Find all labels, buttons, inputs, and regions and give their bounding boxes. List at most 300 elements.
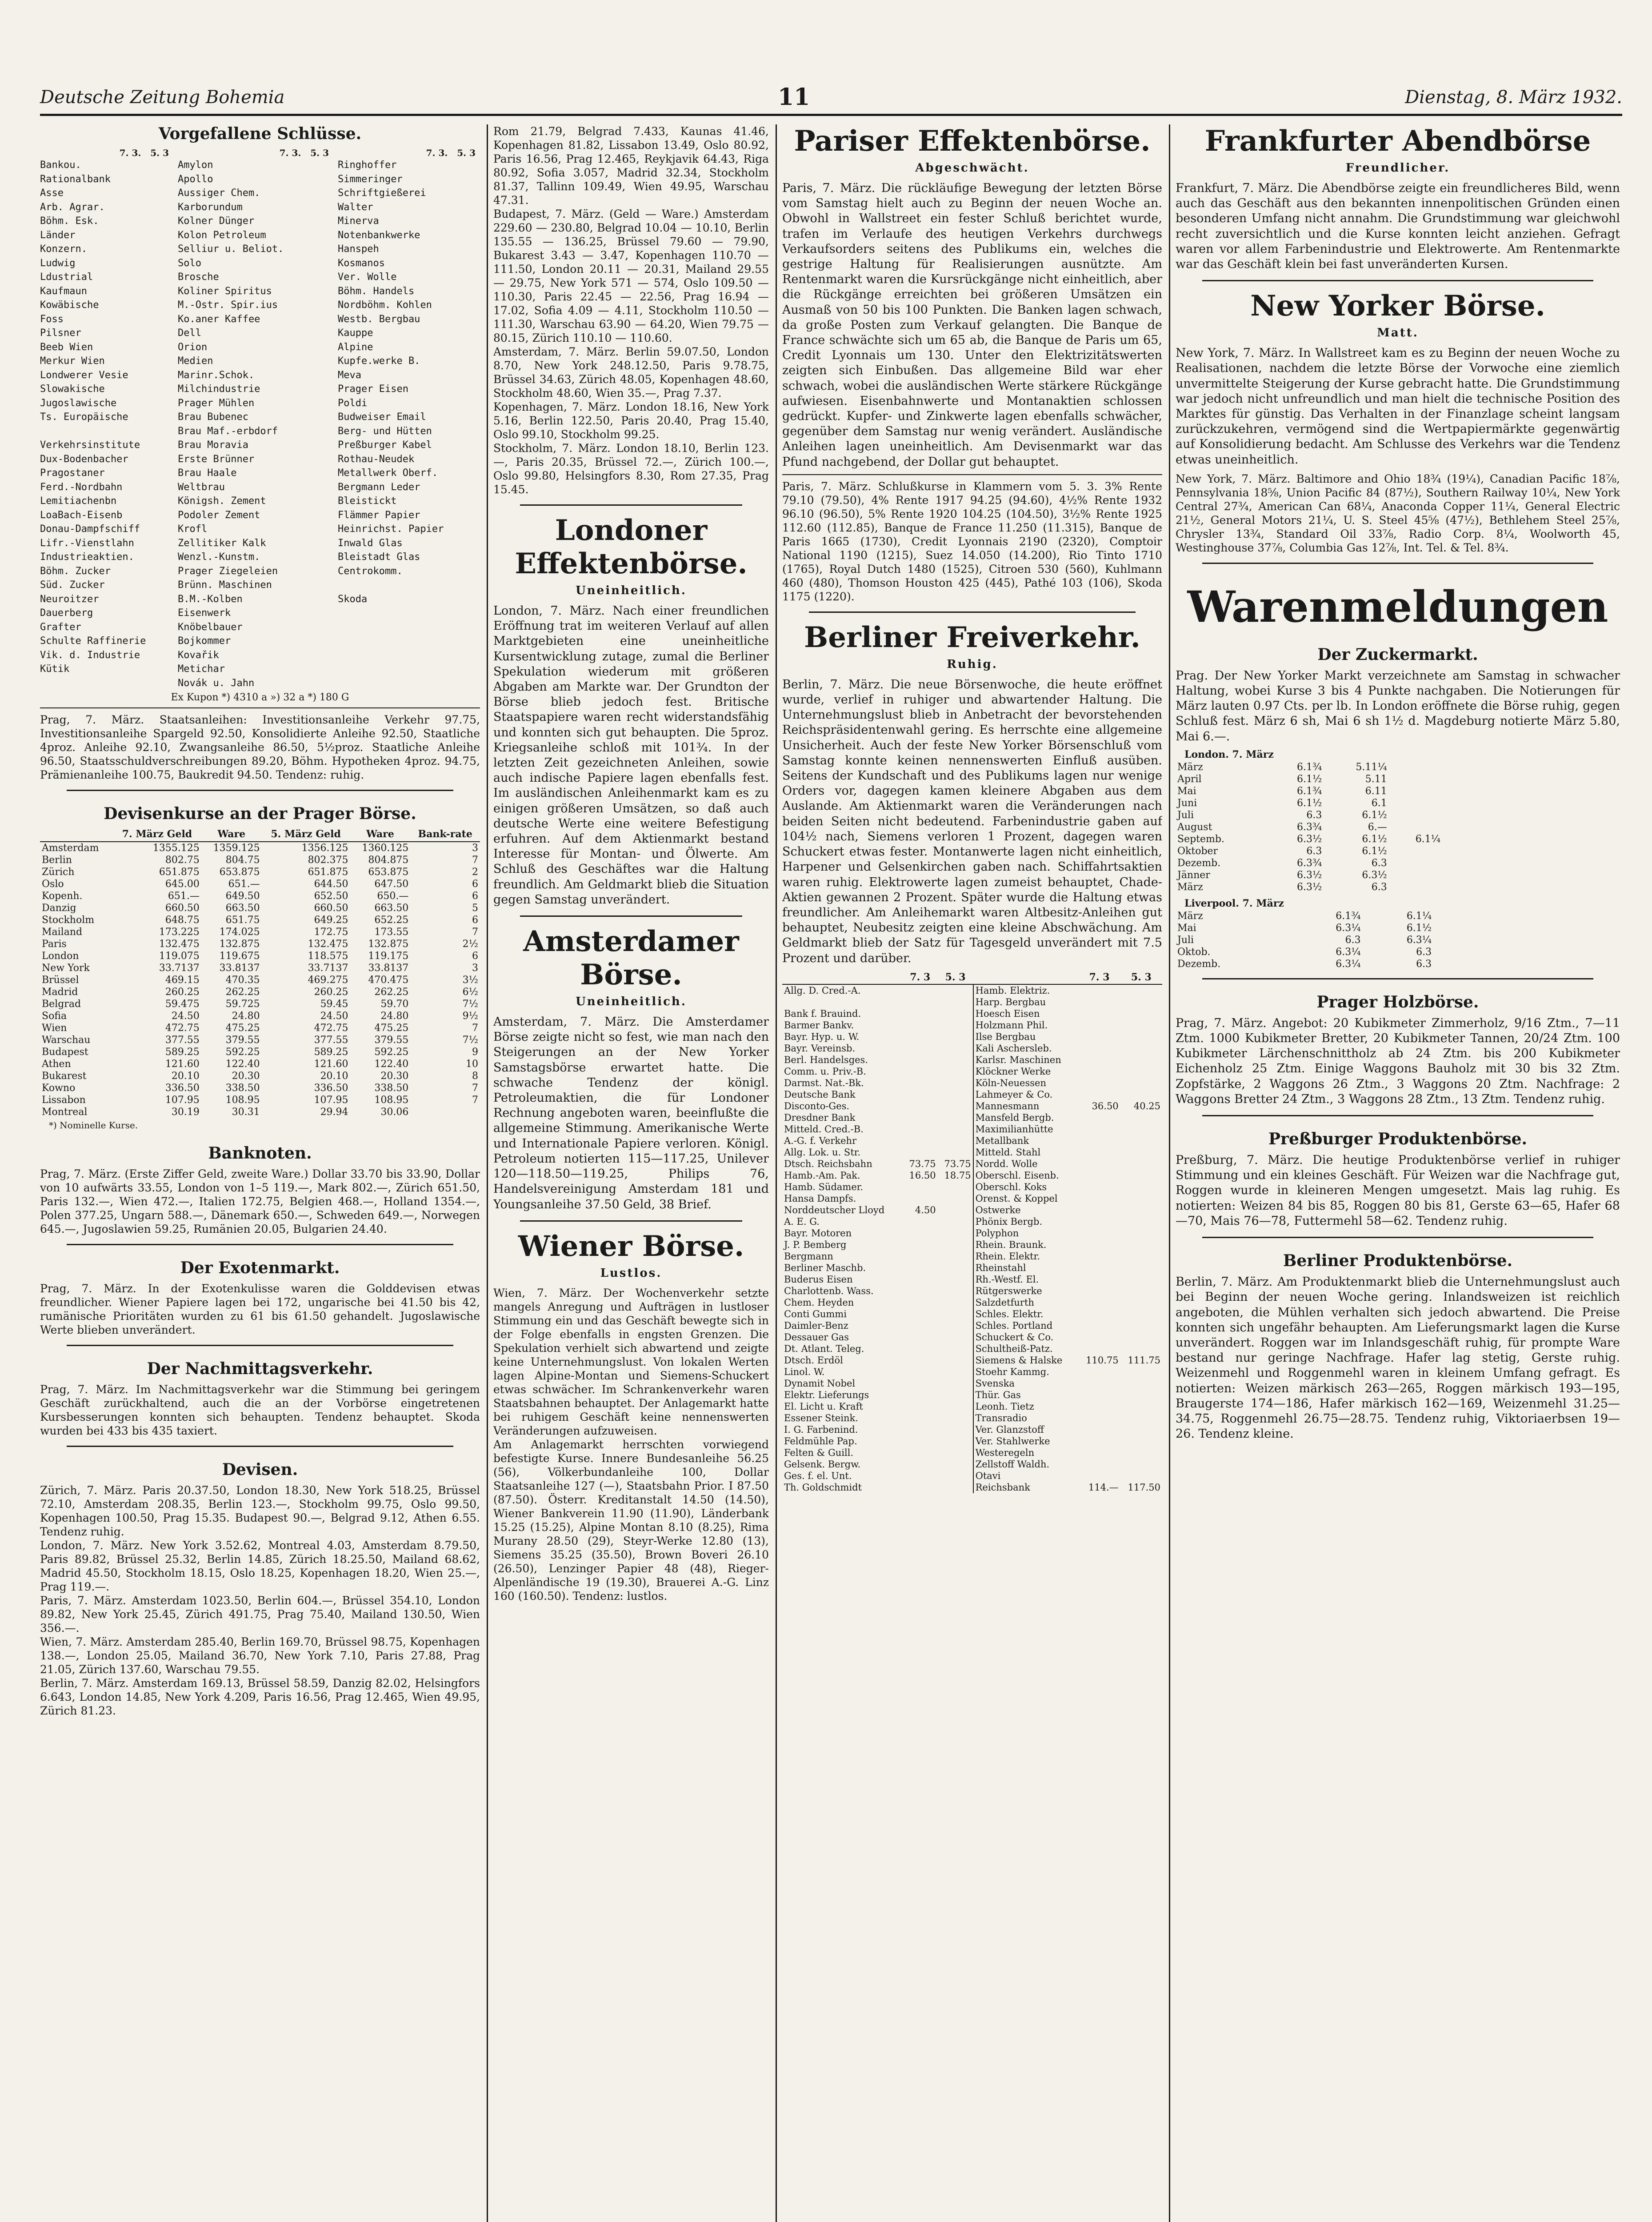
table-row xyxy=(782,1482,1162,1493)
table-cell: A. E. G. xyxy=(784,1216,820,1227)
table-row xyxy=(782,1054,1162,1066)
table-cell xyxy=(1078,1158,1120,1170)
section-title-berlin-produkten: Berliner Produktenbörse. xyxy=(1283,1251,1513,1271)
table-cell xyxy=(938,1285,973,1297)
table-cell: 6.3¾ xyxy=(1297,857,1322,869)
table-cell: London xyxy=(42,951,79,962)
table-cell: Oktober xyxy=(1177,845,1218,857)
table-cell xyxy=(1078,1343,1120,1355)
table-header-cell: Ware xyxy=(201,827,262,842)
table-cell xyxy=(1120,1204,1162,1216)
table-cell xyxy=(903,984,938,996)
table-row xyxy=(782,1355,1162,1366)
table-cell xyxy=(1433,958,1442,970)
table-cell: 6 xyxy=(472,879,478,890)
section-title-banknoten: Banknoten. xyxy=(208,1144,312,1163)
table-cell: Montreal xyxy=(42,1107,88,1118)
table-cell: Ostwerke xyxy=(973,1204,1079,1216)
table-cell xyxy=(903,1482,938,1493)
table-cell: 7 xyxy=(472,1023,478,1034)
table-cell: Bergmann xyxy=(784,1251,833,1262)
table-cell xyxy=(1120,1170,1162,1181)
table-cell: Mai xyxy=(1177,785,1196,797)
table-cell xyxy=(938,1239,973,1251)
table-cell xyxy=(1078,1135,1120,1147)
table-cell: Berliner Maschb. xyxy=(784,1262,866,1273)
newyork-kurse: New York, 7. März. Baltimore and Ohio 18¾ (19¼), Canadian Pacific 18⅞, Pennsylvania 18⅝, Union Pacific 84 (87½), Southern Railway 10¼, New York Central 27¾, American Can 68¼, Anaconda Copper 11¼, General Electric 21½, General Motors 21¼, U. S. Steel 45⅝ (47½), Bethlehem Steel 25⅞, Chrysler 13¾, Standard Oil 33⅞, Radio Corp. 8¼, Woolworth 45, Westinghouse 37⅞, Columbia Gas 12⅞, Int. Tel. & Tel. 8¾. xyxy=(1176,472,1620,554)
section-title-paris: Pariser Effektenbörse. xyxy=(794,124,1151,158)
table-cell xyxy=(1120,1285,1162,1297)
table-cell xyxy=(1078,1378,1120,1389)
table-cell: Ver. Glanzstoff xyxy=(973,1424,1079,1435)
table-cell xyxy=(1120,1181,1162,1193)
table-cell: Rhein. Elektr. xyxy=(973,1251,1079,1262)
table-cell xyxy=(1078,1401,1120,1412)
table-cell xyxy=(938,1066,973,1077)
table-cell: 3 xyxy=(472,843,478,854)
table-cell: 649.50 xyxy=(225,891,260,902)
table-cell xyxy=(1433,910,1442,922)
table-cell: Oberschl. Eisenb. xyxy=(973,1170,1079,1181)
table-cell xyxy=(938,1227,973,1239)
table-cell: Dt. Atlant. Teleg. xyxy=(784,1343,864,1354)
table-cell: 6.1¼ xyxy=(1415,833,1440,845)
table-cell xyxy=(1078,1019,1120,1031)
table-cell xyxy=(1078,1089,1120,1100)
table-row xyxy=(40,890,480,902)
table-cell: August xyxy=(1177,821,1212,833)
table-cell: 6.3½ xyxy=(1297,869,1322,881)
table-row xyxy=(1176,910,1442,922)
table-cell xyxy=(1120,1343,1162,1355)
table-row xyxy=(1176,773,1442,785)
table-cell xyxy=(1078,1285,1120,1297)
table-cell xyxy=(903,1227,938,1239)
table-cell xyxy=(938,1043,973,1054)
table-cell: Lissabon xyxy=(42,1095,86,1106)
table-cell xyxy=(1433,922,1442,934)
table-cell xyxy=(903,1147,938,1158)
table-row xyxy=(782,1008,1162,1019)
table-cell: Bank f. Brauind. xyxy=(784,1008,861,1019)
table-cell xyxy=(1078,1331,1120,1343)
table-cell: 40.25 xyxy=(1133,1100,1160,1111)
table-cell xyxy=(1078,1170,1120,1181)
table-cell xyxy=(1389,845,1442,857)
table-cell: Deutsche Bank xyxy=(784,1089,856,1100)
table-cell: Juni xyxy=(1177,797,1197,809)
table-cell xyxy=(938,1112,973,1123)
table-header-cell: 5. 3 xyxy=(938,971,973,984)
table-cell: Kopenh. xyxy=(42,891,83,902)
table-cell: 6.1½ xyxy=(1297,797,1322,809)
table-cell: Dtsch. Erdöl xyxy=(784,1355,843,1366)
table-cell: Felten & Guill. xyxy=(784,1447,854,1458)
table-cell xyxy=(1078,1251,1120,1262)
table-cell: Transradio xyxy=(973,1412,1079,1424)
table-cell: Warschau xyxy=(42,1035,91,1046)
table-cell: 6.3 xyxy=(1371,857,1387,869)
table-cell xyxy=(1120,1470,1162,1482)
freiverkehr-table xyxy=(782,971,1162,1493)
table-cell xyxy=(938,1262,973,1274)
table-cell xyxy=(938,996,973,1008)
table-cell: Septemb. xyxy=(1177,833,1224,845)
table-cell xyxy=(1078,1216,1120,1227)
table-cell xyxy=(1120,1378,1162,1389)
devisen-text: Zürich, 7. März. Paris 20.37.50, London 18.30, New York 518.25, Brüssel 72.10, Amsterdam 208.35, Berlin 123.—, Stockholm 99.75, Oslo 99.50, Kopenhagen 100.50, Prag 15.35. Budapest 90.—, Belgrad 9.12, Athen 6.55. Tendenz ruhig. London, 7. März. New York 3.52.62, Montreal 4.03, Amsterdam 8.79.50, Paris 89.82, Brüssel 25.32, Berlin 14.85, Zürich 18.25.50, Mailand 68.62, Madrid 45.50, Stockholm 18.15, Oslo 18.25, Kopenhagen 18.20, Wien 25.—, Prag 119.—. Paris, 7. März. Amsterdam 1023.50, Berlin 604.—, Brüssel 354.10, London 89.82, New York 25.45, Zürich 491.75, Prag 75.40, Mailand 130.50, Wien 356.—. Wien, 7. März. Amsterdam 285.40, Berlin 169.70, Brüssel 98.75, Kopenhagen 138.—, London 25.05, Mailand 36.70, New York 7.10, Paris 27.88, Prag 21.05, Zürich 137.60, Warschau 79.55. Berlin, 7. März. Amsterdam 169.13, Brüssel 58.59, Danzig 82.02, Helsingfors 6.643, London 14.85, New York 4.209, Paris 16.56, Prag 12.465, Wien 49.95, Zürich 81.23. xyxy=(40,1484,480,1717)
table-cell: 33.8137 xyxy=(219,963,260,974)
table-row xyxy=(782,1147,1162,1158)
table-cell: 33.7137 xyxy=(308,963,348,974)
table-cell: März xyxy=(1177,910,1203,922)
table-cell: 651.875 xyxy=(159,867,200,878)
masthead xyxy=(40,84,1622,116)
table-cell xyxy=(903,1424,938,1435)
table-cell: 262.25 xyxy=(225,987,260,998)
table-cell xyxy=(938,984,973,996)
table-cell: Schuckert & Co. xyxy=(973,1331,1079,1343)
paris-kurse-text: Paris, 7. März. Schlußkurse in Klammern vom 5. 3. 3% Rente 79.10 (79.50), 4% Rente 1917 94.25 (94.60), 4½% Rente 1932 96.10 (96.50), 5% Rente 1920 104.25 (104.50), 3½% Rente 1925 112.60 (112.85), Banque de France 11.250 (11.315), Banque de Paris 1665 (1730), Credit Lyonnais 2190 (2320), Comptoir National 1190 (1215), Suez 14.050 (14.200), Rio Tinto 1710 (1765), Royal Dutch 1480 (1525), Citroen 530 (560), Kuhlmann 460 (480), Thomson Houston 425 (445), Pathé 103 (106), Skoda 1175 (1220). xyxy=(782,480,1162,603)
table-row xyxy=(782,1227,1162,1239)
section-sub-newyork: Matt. xyxy=(1377,326,1419,340)
section-sub-london: Uneinheitlich. xyxy=(576,584,687,597)
table-cell xyxy=(938,1435,973,1447)
table-row xyxy=(1176,809,1442,821)
table-cell xyxy=(1120,1424,1162,1435)
table-cell: 121.60 xyxy=(165,1059,200,1070)
table-cell: 260.25 xyxy=(314,987,348,998)
table-row xyxy=(782,1100,1162,1112)
table-cell: Dessauer Gas xyxy=(784,1331,849,1343)
table-row xyxy=(782,1366,1162,1378)
table-cell: April xyxy=(1177,773,1202,785)
table-cell: 651.75 xyxy=(225,915,260,926)
table-cell xyxy=(1078,1204,1120,1216)
table-cell: 6.3¼ xyxy=(1336,946,1361,958)
table-cell: 592.25 xyxy=(225,1047,260,1058)
table-cell xyxy=(938,1389,973,1401)
table-cell xyxy=(903,1112,938,1123)
table-cell xyxy=(938,1274,973,1285)
table-cell xyxy=(1120,1459,1162,1470)
table-cell xyxy=(938,1054,973,1066)
table-cell: 174.025 xyxy=(219,927,260,938)
table-cell xyxy=(903,1470,938,1482)
table-cell: El. Licht u. Kraft xyxy=(784,1401,863,1412)
table-cell: Rh.-Westf. El. xyxy=(973,1274,1079,1285)
table-cell: 20.10 xyxy=(320,1071,348,1082)
page-number: 11 xyxy=(778,84,810,111)
table-cell: 653.875 xyxy=(219,867,260,878)
table-cell: 110.75 xyxy=(1086,1355,1119,1366)
devisen-footnote: *) Nominelle Kurse. xyxy=(49,1120,138,1131)
table-cell xyxy=(1120,1019,1162,1031)
table-cell: 472.75 xyxy=(165,1023,200,1034)
table-cell: Nordd. Wolle xyxy=(973,1158,1079,1170)
table-cell xyxy=(903,1412,938,1424)
table-cell: 652.50 xyxy=(314,891,348,902)
table-cell xyxy=(903,1251,938,1262)
table-cell xyxy=(938,1204,973,1216)
col-header: 5. 3 xyxy=(457,148,476,158)
table-cell: 132.875 xyxy=(368,939,409,950)
table-cell xyxy=(1078,1193,1120,1204)
table-cell: 651.— xyxy=(228,879,260,890)
table-cell: 119.175 xyxy=(368,951,409,962)
table-cell xyxy=(903,1274,938,1285)
zucker-futures-b-title: Liverpool. 7. März xyxy=(1184,897,1284,909)
table-cell: Orenst. & Koppel xyxy=(973,1193,1079,1204)
table-header-cell xyxy=(973,971,1079,984)
table-cell xyxy=(903,1308,938,1320)
table-cell xyxy=(938,1193,973,1204)
col-header: 7. 3. xyxy=(426,148,448,158)
table-cell: 33.7137 xyxy=(159,963,200,974)
table-cell xyxy=(1120,1031,1162,1043)
column-rule xyxy=(1169,124,1170,2222)
col-header: 7. 3. xyxy=(119,148,141,158)
table-row xyxy=(40,1058,480,1070)
newyork-text: New York, 7. März. In Wallstreet kam es zu Beginn der neuen Woche zu Realisationen, nachdem die letzte Börse der Vorwoche eine ziemlich unvermittelte Steigerung der Kurse gebracht hatte. Die Grundstimmung war jedoch nicht unfreundlich und man hielt die technische Position des Marktes für günstig. Das Verhalten in der Finanzlage scheint langsam zurückzukehren, vermögend sind die Wertpapiermärkte gegenwärtig auf Konsolidierung bedacht. Am Schlusse des Verkehrs war die Tendenz etwas uneinheitlich. xyxy=(1176,346,1620,467)
table-row xyxy=(782,1331,1162,1343)
table-cell xyxy=(1389,773,1442,785)
table-cell: 20.30 xyxy=(232,1071,260,1082)
table-cell: 1359.125 xyxy=(213,843,260,854)
table-cell: 36.50 xyxy=(1092,1100,1119,1111)
table-cell xyxy=(938,1343,973,1355)
table-cell: 132.475 xyxy=(159,939,200,950)
table-row xyxy=(782,1389,1162,1401)
table-cell: 6.3 xyxy=(1306,845,1322,857)
table-cell: 1360.125 xyxy=(362,843,409,854)
table-header-cell: 7. März Geld xyxy=(113,827,201,842)
table-cell xyxy=(1120,1320,1162,1331)
table-cell: 118.575 xyxy=(308,951,348,962)
table-cell xyxy=(1078,1412,1120,1424)
table-cell: Sofia xyxy=(42,1011,67,1022)
table-cell: Barmer Bankv. xyxy=(784,1019,854,1031)
table-cell: Juli xyxy=(1177,934,1194,946)
table-cell xyxy=(938,1424,973,1435)
table-row xyxy=(1176,845,1442,857)
table-row xyxy=(782,1262,1162,1274)
table-cell: Metallbank xyxy=(973,1135,1079,1147)
table-cell: 30.19 xyxy=(171,1107,200,1118)
table-row xyxy=(782,1158,1162,1170)
table-cell xyxy=(1078,1297,1120,1308)
table-cell: 117.50 xyxy=(1128,1482,1160,1493)
pressburg-text: Preßburg, 7. März. Die heutige Produktenbörse verlief in ruhiger Stimmung und ein kleines Geschäft. Für Weizen war die Nachfrage gut, Roggen wurde in kleineren Mengen umgesetzt. Mais lag ruhig. Es notierten: Weizen 84 bis 85, Roggen 80 bis 81, Gerste 63—65, Hafer 68—70, Mais 76—78, Futtermehl 58—62. Tendenz ruhig. xyxy=(1176,1153,1620,1228)
column-rule xyxy=(487,124,488,2222)
table-cell xyxy=(938,1251,973,1262)
table-cell: 6.3½ xyxy=(1297,833,1322,845)
table-cell: Bayr. Hyp. u. W. xyxy=(784,1031,860,1042)
table-header-cell: 7. 3 xyxy=(1078,971,1120,984)
table-cell xyxy=(938,1031,973,1043)
table-cell xyxy=(1120,1112,1162,1123)
table-cell: 589.25 xyxy=(165,1047,200,1058)
table-cell: Comm. u. Priv.-B. xyxy=(784,1066,866,1077)
section-title-zucker: Der Zuckermarkt. xyxy=(1317,645,1478,664)
berlin-produkten-text: Berlin, 7. März. Am Produktenmarkt blieb die Unternehmungslust auch bei Beginn der neuen Woche gering. Inlandsweizen ist reichlich angeboten, die Mühlen verhalten sich jedoch abwartend. Die Preise konnten sich ungefähr behaupten. Am Lieferungsmarkt lagen die Kurse unverändert. Roggen war im Inlandsgeschäft ruhig, für prompte Ware bestand nur geringe Nachfrage. Hafer lag stetig, Gerste ruhig. Weizenmehl und Roggenmehl waren in kleinem Umfang gefragt. Es notierten: Weizen märkisch 263—265, Roggen märkisch 193—195, Braugerste 174—186, Hafer märkisch 162—169, Weizenmehl 31.25—34.75, Roggenmehl 26.75—28.75. Tendenz ruhig, Viktoriaerbsen 19—26. Tendenz kleine. xyxy=(1176,1275,1620,1441)
table-cell: 6.3 xyxy=(1371,881,1387,893)
table-cell: 6.3¼ xyxy=(1406,934,1432,946)
section-title-nachmittag: Der Nachmittagsverkehr. xyxy=(147,1359,373,1378)
table-cell xyxy=(903,1447,938,1459)
table-cell: 2½ xyxy=(462,939,478,950)
table-row xyxy=(40,1022,480,1034)
table-row xyxy=(40,1070,480,1082)
table-row xyxy=(40,854,480,866)
section-title-exoten: Der Exotenmarkt. xyxy=(180,1259,340,1277)
table-cell: Stockholm xyxy=(42,915,95,926)
table-cell: 2 xyxy=(472,867,478,878)
table-cell: J. P. Bemberg xyxy=(784,1239,847,1250)
table-cell: 6.3 xyxy=(1416,958,1432,970)
table-cell: Leonh. Tietz xyxy=(973,1401,1079,1412)
table-cell xyxy=(1389,857,1442,869)
table-cell xyxy=(903,1320,938,1331)
table-cell: Maximilianhütte xyxy=(973,1123,1079,1135)
table-cell: 6.3 xyxy=(1345,934,1361,946)
table-cell: Linol. W. xyxy=(784,1366,825,1377)
table-cell: Daimler-Benz xyxy=(784,1320,848,1331)
table-cell: Gelsenk. Bergw. xyxy=(784,1459,861,1470)
table-cell xyxy=(938,1366,973,1378)
table-cell: Th. Goldschmidt xyxy=(784,1482,862,1493)
table-row xyxy=(782,1123,1162,1135)
table-cell xyxy=(938,1216,973,1227)
table-cell: 119.675 xyxy=(219,951,260,962)
table-cell: 377.55 xyxy=(165,1035,200,1046)
table-cell: 132.875 xyxy=(219,939,260,950)
table-cell xyxy=(1120,1239,1162,1251)
table-cell: 30.06 xyxy=(380,1107,409,1118)
table-cell: 6.11 xyxy=(1365,785,1387,797)
table-cell: Zürich xyxy=(42,867,75,878)
table-cell: Mai xyxy=(1177,922,1196,934)
table-cell xyxy=(903,1193,938,1204)
table-cell xyxy=(1078,1366,1120,1378)
table-cell: Hamb.-Am. Pak. xyxy=(784,1170,860,1181)
table-row xyxy=(40,878,480,890)
stock-list-left: Bankou. Rationalbank Asse Arb. Agrar. Böhm. Esk. Länder Konzern. Ludwig Ldustrial Kaufmaun Kowäbische Foss Pilsner Beeb Wien Merkur Wien Londwerer Vesie Slowakische Jugoslawische Ts. Europäische Verkehrsinstitute Dux-Bodenbacher Pragostaner Ferd.-Nordbahn Lemitiachenbn LoaBach-Eisenb Donau-Dampfschiff Lifr.-Vienstlahn Industrieaktien. Böhm. Zucker Süd. Zucker Neuroitzer Dauerberg Grafter Schulte Raffinerie Vik. d. Industrie Kütik xyxy=(40,160,146,675)
table-row xyxy=(1176,881,1442,893)
table-cell: Dezemb. xyxy=(1177,857,1221,869)
table-row xyxy=(782,1378,1162,1389)
table-cell xyxy=(1389,761,1442,773)
frankfurt-text: Frankfurt, 7. März. Die Abendbörse zeigte ein freundlicheres Bild, wenn auch das Geschäft aus den bekannten innenpolitischen Gründen einen besonderen Umfang nicht annahm. Die Grundstimmung war gleichwohl recht zuversichtlich und die Kurse konnten leicht anziehen. Gefragt waren vor allem Farbenindustrie und Elektrowerte. Am Rentenmarkte war das Geschäft klein bei fast unveränderten Kursen. xyxy=(1176,181,1620,272)
table-cell: Norddeutscher Lloyd xyxy=(784,1204,885,1215)
table-cell: Reichsbank xyxy=(973,1482,1079,1493)
table-header-cell: Ware xyxy=(350,827,411,842)
table-cell xyxy=(938,1308,973,1320)
table-cell: Jänner xyxy=(1177,869,1210,881)
nachmittag-text: Prag, 7. März. Im Nachmittagsverkehr war die Stimmung bei geringem Geschäft zurückhaltend, auch die an der Vorbörse eingetretenen Kursbesserungen konnten sich behaupten. Tendenz behauptet. Skoda wurden bei 433 bis 435 taxiert. xyxy=(40,1383,480,1437)
kupon-label: Ex Kupon xyxy=(171,692,219,703)
table-cell: Conti Gummi xyxy=(784,1308,847,1319)
table-row xyxy=(782,1193,1162,1204)
table-row xyxy=(782,1401,1162,1412)
table-row xyxy=(782,1112,1162,1123)
table-row xyxy=(782,1285,1162,1297)
table-cell: 589.25 xyxy=(314,1047,348,1058)
column-rule xyxy=(776,124,777,2222)
table-cell xyxy=(903,1331,938,1343)
table-cell xyxy=(1120,1447,1162,1459)
table-cell: 3½ xyxy=(462,975,478,986)
table-cell xyxy=(938,1459,973,1470)
table-cell: 6.3¾ xyxy=(1297,821,1322,833)
table-cell: 7 xyxy=(472,1095,478,1106)
table-row xyxy=(782,1343,1162,1355)
table-cell: 6.3¼ xyxy=(1336,922,1361,934)
banknoten-text: Prag, 7. März. (Erste Ziffer Geld, zweite Ware.) Dollar 33.70 bis 33.90, Dollar von 10 aufwärts 33.55, London von 1–5 119.—, Mark 802.—, Zürich 651.50, Paris 132.—, Wien 472.—, Italien 172.75, Belgien 468.—, Holland 1354.—, Polen 377.25, Ungarn 588.—, Dänemark 650.—, Schweden 649.—, Norwegen 645.—, Jugoslawien 59.25, Rumänien 20.05, Bulgarien 24.40. xyxy=(40,1167,480,1235)
amsterdam-text: Amsterdam, 7. März. Die Amsterdamer Börse zeigte nicht so fest, wie man nach den Steigerungen an der New Yorker Samstagsbörse erwartet hatte. Die schwache Tendenz der königl. Petroleumaktien, die für Londoner Rechnung angeboten waren, beeinflußte die allgemeine Stimmung. Amerikanische Werte und Internationale Papiere verloren. Königl. Petroleum notierten 115—117.25, Unilever 120—118.50—119.25, Philips 76, Handelsvereinigung Amsterdam 181 und Youngsanleihe 37.50 Geld, 38 Brief. xyxy=(493,1015,769,1211)
table-cell xyxy=(1078,1227,1120,1239)
table-cell: Mailand xyxy=(42,927,83,938)
table-cell: Mansfeld Bergb. xyxy=(973,1112,1079,1123)
table-cell: Thür. Gas xyxy=(973,1389,1079,1401)
table-cell: Essener Steink. xyxy=(784,1412,858,1423)
table-cell: 59.725 xyxy=(225,999,260,1010)
table-cell xyxy=(903,1066,938,1077)
table-cell xyxy=(1120,1089,1162,1100)
table-cell: Stoehr Kammg. xyxy=(973,1366,1079,1378)
table-cell: 20.10 xyxy=(171,1071,200,1082)
devisen-cont-text: Rom 21.79, Belgrad 7.433, Kaunas 41.46, Kopenhagen 81.82, Lissabon 13.49, Oslo 80.92, Paris 16.56, Prag 12.465, Reykjavik 64.43, Riga 80.92, Sofia 3.057, Madrid 32.34, Stockholm 81.37, Tallinn 109.49, Wien 49.95, Warschau 47.31. Budapest, 7. März. (Geld — Ware.) Amsterdam 229.60 — 230.80, Belgrad 10.04 — 10.10, Berlin 135.55 — 136.25, Brüssel 79.60 — 79.90, Bukarest 3.43 — 3.47, Kopenhagen 110.70 — 111.50, London 20.11 — 20.31, Mailand 29.55 — 29.75, New York 571 — 574, Oslo 109.50 — 110.30, Paris 22.45 — 22.56, Prag 16.94 — 17.02, Sofia 4.09 — 4.11, Stockholm 110.50 — 111.30, Warschau 63.90 — 64.20, Wien 79.75 — 80.15, Zürich 110.10 — 110.60. Amsterdam, 7. März. Berlin 59.07.50, London 8.70, New York 248.12.50, Paris 9.78.75, Brüssel 34.63, Zürich 48.05, Kopenhagen 48.60, Stockholm 48.60, Wien 35.—, Prag 7.37. Kopenhagen, 7. März. London 18.16, New York 5.16, Berlin 122.50, Paris 20.40, Prag 15.40, Oslo 99.10, Stockholm 99.25. Stockholm, 7. März. London 18.10, Berlin 123.—, Paris 20.35, Brüssel 72.—, Zürich 100.—, Oslo 99.80, Helsingfors 8.30, Rom 27.35, Prag 15.45. xyxy=(493,125,769,496)
table-cell: 6.1½ xyxy=(1362,845,1387,857)
zucker-text: Prag. Der New Yorker Markt verzeichnete am Samstag in schwacher Haltung, wobei Kurse 3 bis 4 Punkte nachgaben. Die Notierungen für März lauten 0.97 Cts. per lb. In London eröffnete die Börse ruhig, gegen Schluß fest. März 6 sh, Mai 6 sh 1½ d. Magdeburg notierte März 5.80, Mai 6.—. xyxy=(1176,668,1620,743)
section-title-devisenkurse: Devisenkurse an der Prager Börse. xyxy=(104,804,416,823)
table-cell: 651.— xyxy=(168,891,200,902)
table-cell: 6.— xyxy=(1368,821,1387,833)
table-cell: Hamb. Südamer. xyxy=(784,1181,864,1192)
table-cell: Bayr. Vereinsb. xyxy=(784,1043,856,1054)
table-row xyxy=(1176,833,1442,845)
table-cell: 114.— xyxy=(1088,1482,1119,1493)
table-cell xyxy=(410,1106,480,1118)
table-cell: Feldmühle Pap. xyxy=(784,1435,857,1447)
table-cell: Rhein. Braunk. xyxy=(973,1239,1079,1251)
table-row xyxy=(1176,922,1442,934)
issue-date: Dienstag, 8. März 1932. xyxy=(1405,87,1622,108)
table-cell xyxy=(1078,1181,1120,1193)
table-cell xyxy=(1120,1216,1162,1227)
table-cell xyxy=(903,1389,938,1401)
table-row xyxy=(782,1424,1162,1435)
table-cell xyxy=(938,1019,973,1031)
table-cell: 592.25 xyxy=(374,1047,409,1058)
table-cell: Rheinstahl xyxy=(973,1262,1079,1274)
table-cell: 9 xyxy=(472,1047,478,1058)
section-title-wien: Wiener Börse. xyxy=(518,1229,744,1263)
table-row xyxy=(1176,761,1442,773)
table-cell: Dynamit Nobel xyxy=(784,1378,856,1389)
table-cell: Lahmeyer & Co. xyxy=(973,1089,1079,1100)
table-cell: Dtsch. Reichsbahn xyxy=(784,1158,872,1169)
table-cell: Karlsr. Maschinen xyxy=(973,1054,1079,1066)
table-cell: 6.1½ xyxy=(1297,773,1322,785)
table-cell xyxy=(1120,1435,1162,1447)
table-cell xyxy=(1078,1274,1120,1285)
table-cell: 24.50 xyxy=(171,1011,200,1022)
table-cell xyxy=(1120,1054,1162,1066)
table-row xyxy=(40,1094,480,1106)
table-cell: Amsterdam xyxy=(42,843,99,854)
table-cell: 7 xyxy=(472,1083,478,1094)
